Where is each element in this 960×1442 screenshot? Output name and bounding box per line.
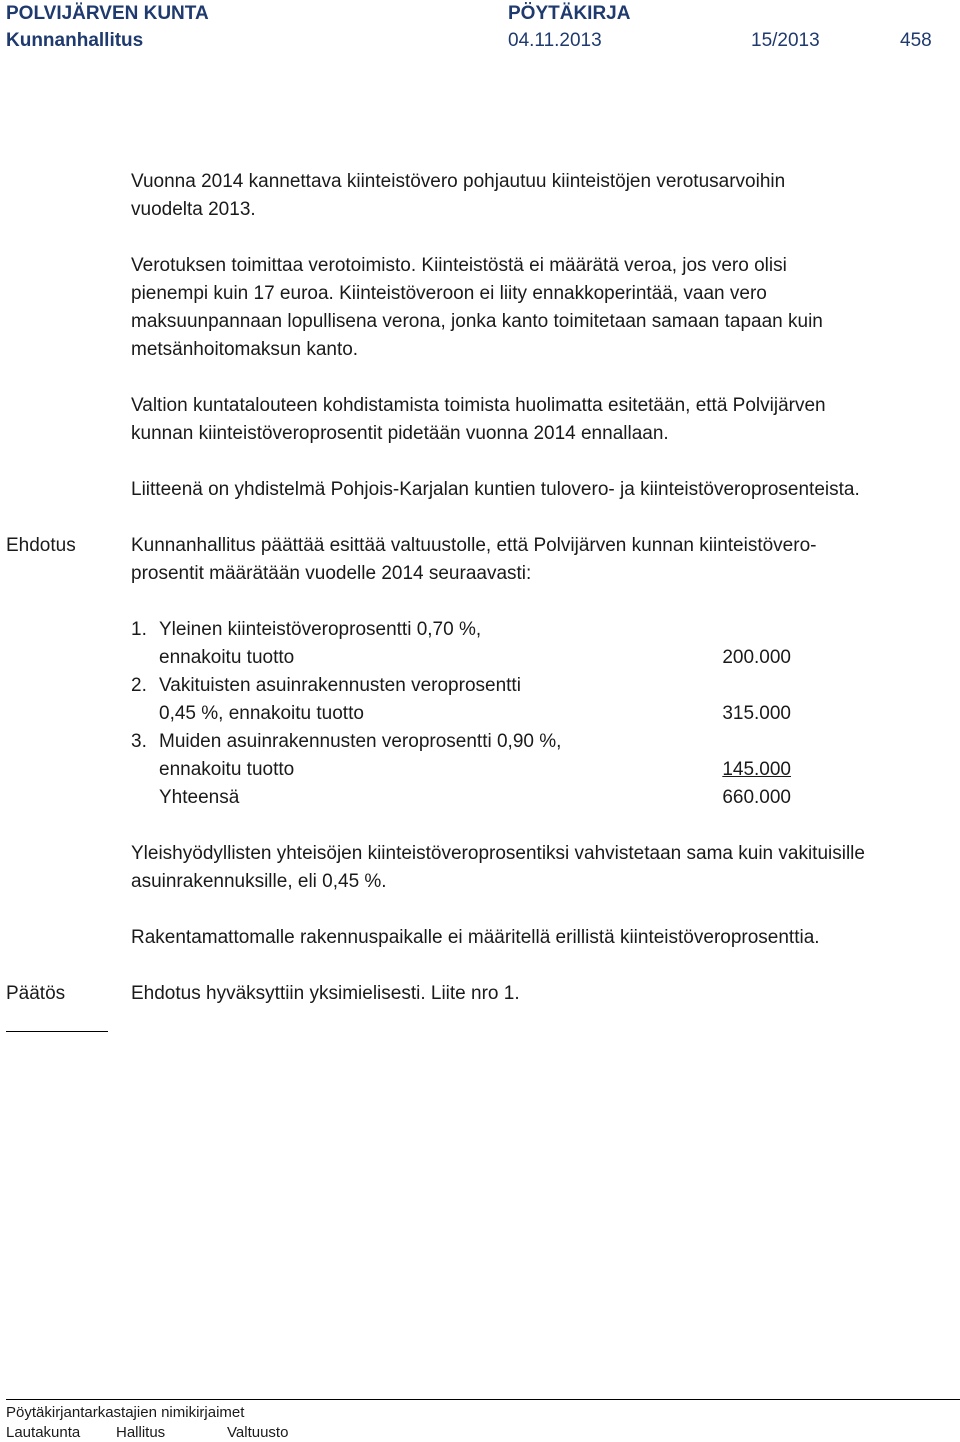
paragraph-2	[131, 252, 823, 364]
footer-title: Pöytäkirjantarkastajien nimikirjaimet	[6, 1404, 245, 1421]
item-yield-label: ennakoitu tuotto	[159, 647, 295, 668]
item-number: 1.	[131, 619, 147, 640]
document-type: PÖYTÄKIRJA	[508, 3, 631, 24]
decision-text: Ehdotus hyväksyttiin yksimielisesti. Liite nro 1.	[131, 983, 520, 1004]
decision-label: Päätös	[6, 983, 66, 1004]
item-description: Yleinen kiinteistöveroprosentti 0,70 %,	[159, 619, 482, 640]
paragraph-line: Valtion kuntatalouteen kohdistamista toimista huolimatta esitetään, että Polvijärven	[131, 395, 826, 416]
item-yield-label: ennakoitu tuotto	[159, 759, 295, 780]
tax-item-1-yield	[131, 644, 791, 672]
body-name: Kunnanhallitus	[6, 30, 144, 51]
item-number: 3.	[131, 731, 147, 752]
meeting-number: 15/2013	[751, 30, 820, 51]
paragraph-line: Yleishyödyllisten yhteisöjen kiinteistöveroprosentiksi vahvistetaan sama kuin vakituisille	[131, 843, 865, 864]
paragraph-line: asuinrakennuksille, eli 0,45 %.	[131, 871, 387, 892]
footer-rule	[6, 1399, 960, 1400]
page-number: 458	[900, 30, 932, 51]
footer-initials-executive: Hallitus	[116, 1424, 166, 1441]
paragraph-line: metsänhoitomaksun kanto.	[131, 339, 359, 360]
tax-item-2-yield	[131, 700, 791, 728]
non-profit-paragraph	[131, 840, 865, 896]
tax-total	[131, 784, 791, 812]
paragraph-3	[131, 392, 826, 448]
paragraph-line: vuodelta 2013.	[131, 199, 256, 220]
paragraph-line: Kunnanhallitus päättää esittää valtuustolle, että Polvijärven kunnan kiinteistövero-	[131, 535, 817, 556]
proposal-intro	[131, 532, 816, 588]
item-description: Muiden asuinrakennusten veroprosentti 0,90 %,	[159, 731, 562, 752]
paragraph-line: Liitteenä on yhdistelmä Pohjois-Karjalan kuntien tulovero- ja kiinteistöveroprosenteista.	[131, 479, 860, 500]
paragraph-line: kunnan kiinteistöveroprosentit pidetään vuonna 2014 ennallaan.	[131, 423, 669, 444]
item-amount: 200.000	[722, 647, 791, 668]
tax-item-3-yield	[131, 756, 791, 784]
item-yield-label: 0,45 %, ennakoitu tuotto	[159, 703, 364, 724]
paragraph-line: Vuonna 2014 kannettava kiinteistövero pohjautuu kiinteistöjen verotusarvoihin	[131, 171, 786, 192]
item-number: 2.	[131, 675, 147, 696]
paragraph-line: maksuunpannaan lopullisena verona, jonka kanto toimitetaan samaan tapaan kuin	[131, 311, 823, 332]
item-description: Vakituisten asuinrakennusten veroprosentti	[159, 675, 521, 696]
item-amount: 315.000	[722, 703, 791, 724]
paragraph-line: prosentit määrätään vuodelle 2014 seuraavasti:	[131, 563, 532, 584]
org-name: POLVIJÄRVEN KUNTA	[6, 3, 209, 24]
unbuilt-site-paragraph: Rakentamattomalle rakennuspaikalle ei määritellä erillistä kiinteistöveroprosenttia.	[131, 927, 820, 948]
item-amount: 145.000	[722, 759, 791, 780]
meeting-date: 04.11.2013	[508, 30, 602, 51]
footer-initials-council: Valtuusto	[227, 1424, 289, 1441]
proposal-label: Ehdotus	[6, 535, 76, 556]
paragraph-4	[131, 476, 860, 504]
paragraph-line: Verotuksen toimittaa verotoimisto. Kiinteistöstä ei määrätä veroa, jos vero olisi	[131, 255, 787, 276]
footer-initials-board: Lautakunta	[6, 1424, 81, 1441]
tax-item-3-heading	[131, 728, 791, 756]
tax-item-2-heading	[131, 672, 791, 700]
tax-item-1-heading	[131, 616, 791, 644]
decision-divider	[6, 1031, 108, 1032]
paragraph-1	[131, 168, 785, 224]
paragraph-line: pienempi kuin 17 euroa. Kiinteistöveroon ei liity ennakkoperintää, vaan vero	[131, 283, 767, 304]
total-amount: 660.000	[722, 787, 791, 808]
total-label: Yhteensä	[159, 787, 240, 808]
